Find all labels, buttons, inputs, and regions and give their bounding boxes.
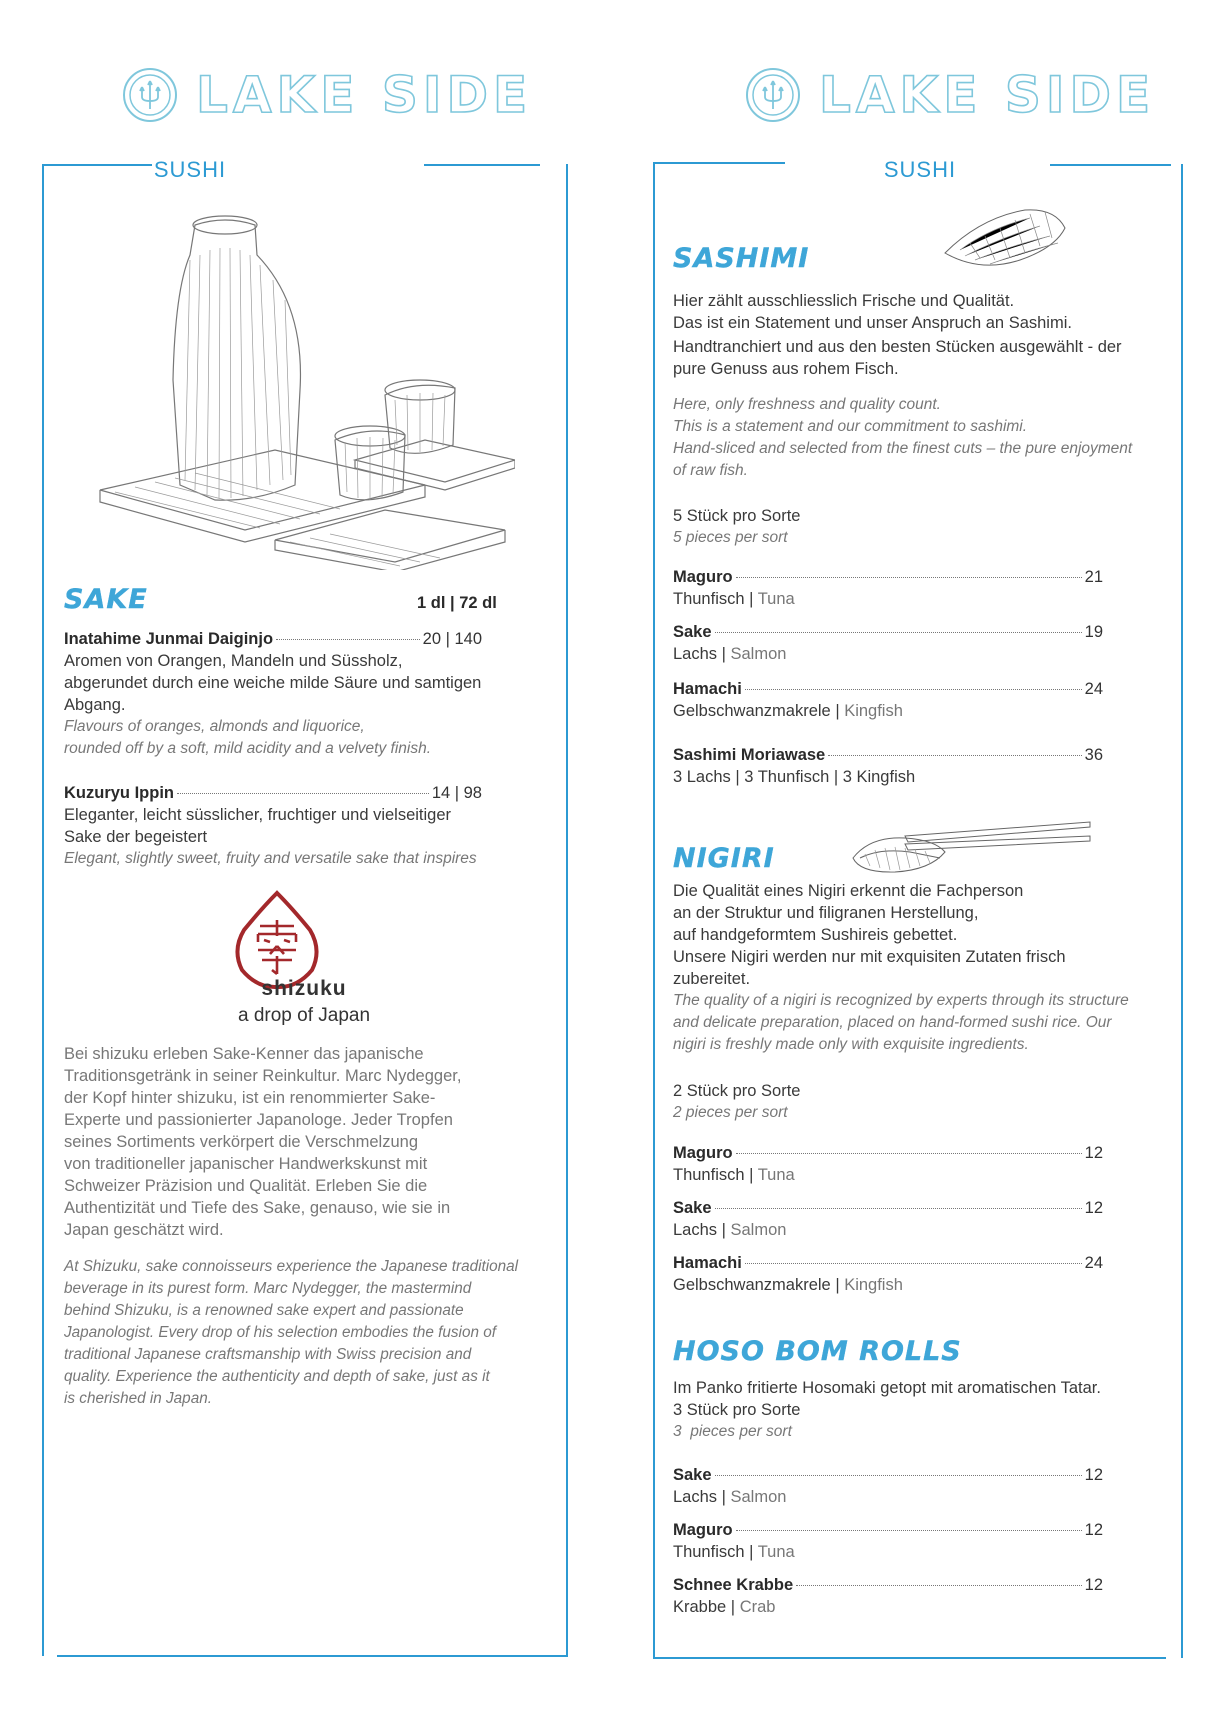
item-price: 24 <box>1084 1254 1103 1272</box>
menu-item <box>673 1197 1103 1241</box>
item-price: 12 <box>1084 1521 1103 1539</box>
section-title: SUSHI <box>153 157 227 182</box>
item-name: Inatahime Junmai Daiginjo <box>64 630 274 648</box>
trident-emblem-icon <box>122 67 178 123</box>
item-price: 21 <box>1084 568 1103 586</box>
sake-set-illustration <box>95 210 515 570</box>
menu-item <box>673 1574 1103 1618</box>
item-name: Hamachi <box>673 1254 742 1272</box>
item-price: 12 <box>1084 1144 1103 1162</box>
frame-bottom <box>653 1657 1166 1659</box>
sake-heading: SAKE <box>64 584 148 615</box>
dot-leader <box>736 1530 1082 1531</box>
sashimi-illustration <box>940 198 1070 278</box>
frame-bottom <box>57 1655 568 1657</box>
menu-item <box>673 678 1103 722</box>
item-name: Sake <box>673 1466 712 1484</box>
frame-right <box>1181 164 1183 1658</box>
item-translation: Thunfisch | Tuna <box>673 590 795 608</box>
hoso-count-en: 3 pieces per sort <box>673 1423 792 1440</box>
hoso-desc-de: Im Panko fritierte Hosomaki getopt mit aromatischen Tatar. <box>673 1379 1101 1397</box>
item-price: 12 <box>1084 1466 1103 1484</box>
dot-leader <box>715 1208 1082 1209</box>
dot-leader <box>715 632 1082 633</box>
item-price: 36 <box>1084 746 1103 764</box>
item-name: Maguro <box>673 568 733 586</box>
sake-item-2 <box>64 782 522 870</box>
sashimi-count-de: 5 Stück pro Sorte <box>673 507 801 525</box>
nigiri-count-en: 2 pieces per sort <box>673 1104 788 1121</box>
item-name: Sake <box>673 1199 712 1217</box>
menu-item <box>673 1142 1103 1186</box>
item-desc-de: Aromen von Orangen, Mandeln und Süssholz, abgerundet durch eine weiche milde Säure und samtigen Abgang. <box>64 652 482 714</box>
item-translation: Thunfisch | Tuna <box>673 1543 795 1561</box>
dot-leader <box>177 793 429 794</box>
item-name: Maguro <box>673 1144 733 1162</box>
left-page <box>40 0 580 1728</box>
item-price: 19 <box>1084 623 1103 641</box>
dot-leader <box>745 689 1082 690</box>
item-price: 24 <box>1084 680 1103 698</box>
shizuku-desc-de: Bei shizuku erleben Sake-Kenner das japanische Traditionsgetränk in seiner Reinkultur. Marc Nydegger, der Kopf hinter shizuku, ist ein renommierter Sake- Experte und passionierter Japanologe. Jeder Tropfen seines Sortiments verkörpert die Verschmelzung von traditioneller japanischer Handwerkskunst mit Schweizer Präzision und Qualität. Erleben Sie die Authentizität und Tiefe des Sake, genauso, wie sie in Japan geschätzt wird. <box>64 1045 462 1239</box>
item-translation: 3 Lachs | 3 Thunfisch | 3 Kingfish <box>673 768 916 786</box>
menu-item <box>673 566 1103 610</box>
brand-logo <box>745 66 1155 124</box>
item-price: 20 | 140 <box>422 630 482 648</box>
sashimi-heading: SASHIMI <box>673 243 810 274</box>
item-name: Hamachi <box>673 680 742 698</box>
frame-right <box>566 164 568 1656</box>
hoso-heading: HOSO BOM ROLLS <box>673 1336 962 1367</box>
shizuku-name: shizuku <box>261 977 347 1000</box>
sashimi-count-en: 5 pieces per sort <box>673 529 788 546</box>
dot-leader <box>736 1153 1082 1154</box>
right-page <box>655 0 1195 1728</box>
menu-item <box>673 1464 1103 1508</box>
item-translation: Lachs | Salmon <box>673 1221 787 1239</box>
item-name: Kuzuryu Ippin <box>64 784 174 802</box>
item-desc-en: Elegant, slightly sweet, fruity and versatile sake that inspires <box>64 850 477 867</box>
item-translation: Krabbe | Crab <box>673 1598 776 1616</box>
sake-item-1 <box>64 628 522 760</box>
trident-emblem-icon <box>745 67 801 123</box>
item-name: Maguro <box>673 1521 733 1539</box>
sashimi-desc-de: Hier zählt ausschliesslich Frische und Qualität. Das ist ein Statement und unser Anspruch an Sashimi. Handtranchiert und aus den besten Stücken ausgewählt - der pure Genuss aus rohem Fisch. <box>673 292 1122 378</box>
item-price: 12 <box>1084 1199 1103 1217</box>
hoso-count-de: 3 Stück pro Sorte <box>673 1401 801 1419</box>
menu-item <box>673 1252 1103 1296</box>
shizuku-desc-en: At Shizuku, sake connoisseurs experience the Japanese traditional beverage in its purest form. Marc Nydegger, the mastermind behind Shizuku, is a renowned sake expert and passionate Japanologist. Every drop of his selection embodies the fusion of traditional Japanese craftsmanship with Swiss precision and quality. Experience the authenticity and depth of sake, just as it is cherished in Japan. <box>64 1258 519 1407</box>
dot-leader <box>828 755 1081 756</box>
item-name: Sashimi Moriawase <box>673 746 826 764</box>
section-title: SUSHI <box>883 157 957 182</box>
shizuku-logo-icon <box>232 890 322 990</box>
item-translation: Thunfisch | Tuna <box>673 1166 795 1184</box>
dot-leader <box>796 1585 1082 1586</box>
item-translation: Lachs | Salmon <box>673 645 787 663</box>
item-translation: Gelbschwanzmakrele | Kingfish <box>673 702 903 720</box>
brand-logo <box>122 66 532 124</box>
dot-leader <box>745 1263 1082 1264</box>
menu-item <box>673 1519 1103 1563</box>
nigiri-chopsticks-illustration <box>850 818 1095 876</box>
menu-item <box>673 744 1103 788</box>
item-price: 14 | 98 <box>431 784 482 802</box>
sake-units: 1 dl | 72 dl <box>417 594 497 612</box>
dot-leader <box>736 577 1082 578</box>
sashimi-desc-en: Here, only freshness and quality count. This is a statement and our commitment to sashimi. Hand-sliced and selected from the finest cuts – the pure enjoyment of raw fish. <box>673 396 1133 479</box>
item-price: 12 <box>1084 1576 1103 1594</box>
nigiri-count-de: 2 Stück pro Sorte <box>673 1082 801 1100</box>
dot-leader <box>715 1475 1082 1476</box>
shizuku-tagline: a drop of Japan <box>237 1005 371 1026</box>
item-name: Sake <box>673 623 712 641</box>
item-desc-en: Flavours of oranges, almonds and liquorice, rounded off by a soft, mild acidity and a velvety finish. <box>64 718 432 757</box>
frame-left <box>42 164 44 1656</box>
brand-name: LAKE SIDE <box>819 66 1156 124</box>
brand-name: LAKE SIDE <box>196 66 533 124</box>
nigiri-desc-en: The quality of a nigiri is recognized by experts through its structure and delicate preparation, placed on hand-formed sushi rice. Our nigiri is freshly made only with exquisite ingredients. <box>673 992 1129 1053</box>
nigiri-heading: NIGIRI <box>673 843 775 874</box>
item-name: Schnee Krabbe <box>673 1576 794 1594</box>
item-translation: Lachs | Salmon <box>673 1488 787 1506</box>
menu-item <box>673 621 1103 665</box>
nigiri-desc-de: Die Qualität eines Nigiri erkennt die Fachperson an der Struktur und filigranen Herstellung, auf handgeformtem Sushireis gebettet. Unsere Nigiri werden nur mit exquisiten Zutaten frisch zubereitet. <box>673 882 1066 988</box>
item-desc-de: Eleganter, leicht süsslicher, fruchtiger und vielseitiger Sake der begeistert <box>64 806 452 846</box>
frame-top-right <box>424 164 540 166</box>
item-translation: Gelbschwanzmakrele | Kingfish <box>673 1276 903 1294</box>
dot-leader <box>276 639 420 640</box>
frame-left <box>653 164 655 1658</box>
